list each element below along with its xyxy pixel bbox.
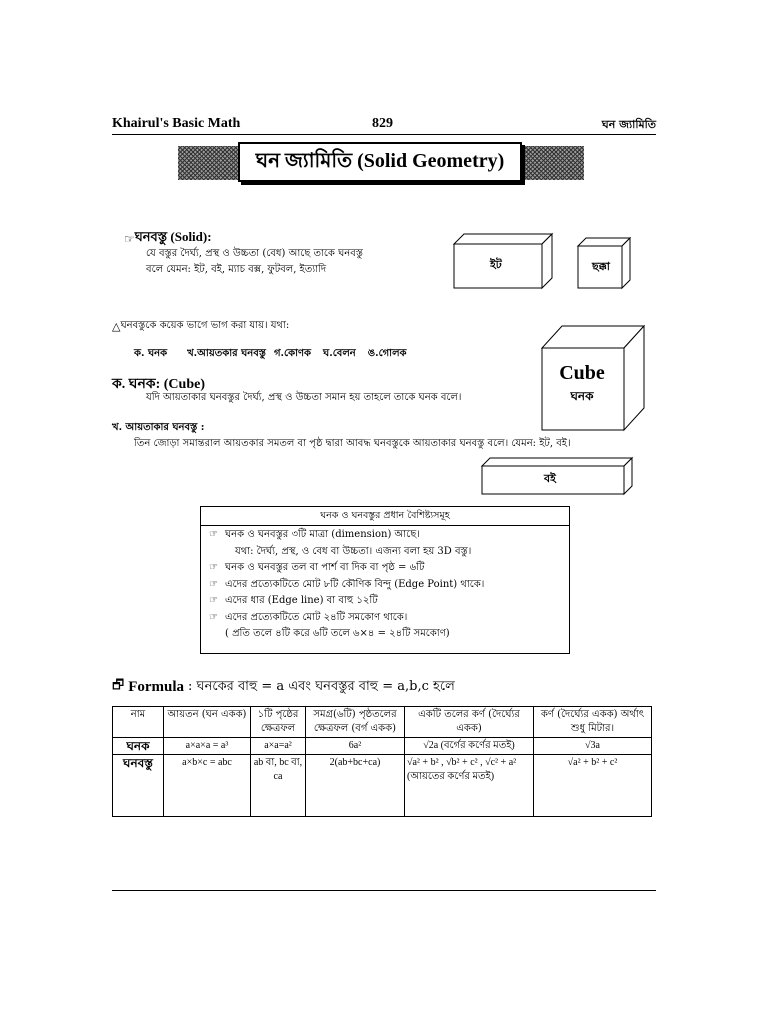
division-intro-text: ঘনবস্তুকে কয়েক ভাগে ভাগ করা যায়। যথা: [120,320,290,331]
formula-text: : ঘনকের বাহু = a এবং ঘনবস্তুর বাহু = a,b,c হলে [188,678,455,694]
feature-item: ( প্রতি তলে ৪টি করে ৬টি তলে ৬×৪ = ২৪টি সমকোণ) [225,628,450,639]
table-header-cell: কর্ণ (দৈর্ঘ্যের একক) অর্থাৎ শুধু মিটার। [534,707,652,738]
solid-definition [146,246,363,278]
brick-box-figure [450,230,556,292]
banner-pattern-left [178,146,238,180]
page-title: ঘন জ্যামিতি (Solid Geometry) [238,142,522,182]
cube-definition: যদি আয়তাকার ঘনবস্তুর দৈর্ঘ্য, প্রস্থ ও উচ্চতা সমান হয় তাহলে তাকে ঘনক বলে। [146,392,462,403]
footer-rule [112,890,656,891]
type-item: ক. ঘনক [134,348,168,359]
chapter-name: ঘন জ্যামিতি [601,118,656,131]
book-title: Khairul's Basic Math [112,116,241,131]
pointing-hand-icon: ☞ [209,611,218,623]
cuboid-heading: খ. আয়তাকার ঘনবস্তু : [112,422,205,433]
table-row [113,738,652,755]
book-label: বই [544,472,556,485]
division-intro [112,318,289,335]
feature-item: যথা: দৈর্ঘ্য, প্রস্থ, ও বেধ বা উচ্চতা। এজন্য বলা হয় 3D বস্তু। [235,545,472,557]
features-box [200,506,570,654]
cube-box-title: Cube [559,362,605,384]
window-icon: 🗗 [112,678,125,693]
table-header-cell: সমগ্র(৬টি) পৃষ্ঠতলের ক্ষেত্রফল (বর্গ একক) [306,707,405,738]
table-header-cell: আয়তন (ঘন একক) [164,707,251,738]
table-header-cell: ১টি পৃষ্ঠের ক্ষেত্রফল [251,707,306,738]
table-cell: √3a [534,738,652,755]
table-cell: ঘনক [113,738,164,755]
table-header-cell: নাম [113,707,164,738]
type-item: ঙ.গোলক [367,348,407,359]
page-number: 829 [372,116,393,131]
cuboid-definition: তিন জোড়া সমান্তরাল আয়তকার সমতল বা পৃষ্ঠ দ্বারা আবদ্ধ ঘনবস্তুকে আয়তাকার ঘনবস্তু বলে। যেমন: ইট, বই। [134,438,571,449]
solid-heading-text: ঘনবস্তু (Solid): [134,229,212,244]
cube-heading: ক. ঘনক: (Cube) [112,377,205,392]
table-cell: √a² + b² , √b² + c² , √c² + a² (আয়তের কর্ণের মতই) [405,755,534,817]
banner-pattern-right [524,146,584,180]
features-title: ঘনক ও ঘনবস্তুর প্রধান বৈশিষ্ট্যসমূহ [201,507,569,526]
pointing-hand-icon: ☞ [209,578,218,590]
table-cell: √2a (বর্গের কর্ণের মতই) [405,738,534,755]
solid-line-2: বলে যেমন: ইট, বই, ম্যাচ বক্স, ফুটবল, ইত্যাদি [146,264,327,275]
division-types [134,346,407,363]
feature-item: ☞ এদের প্রত্যেকটিতে মোট ৮টি কৌণিক বিন্দু (Edge Point) থাকে। [209,577,484,594]
title-banner [178,142,584,182]
table-cell: ঘনবস্তু [113,755,164,817]
table-cell: a×a×a = a³ [164,738,251,755]
table-cell: a×b×c = abc [164,755,251,817]
formula-label: Formula [128,678,185,695]
cube-box-sub: ঘনক [570,389,594,403]
pointing-hand-icon: ☞ [209,562,218,573]
features-list [209,527,484,643]
solid-line-1: যে বস্তুর দৈর্ঘ্য, প্রস্থ ও উচ্চতা (বেধ) আছে তাকে ঘনবস্তু [146,248,363,259]
book-box-figure [478,456,636,496]
table-cell: 2(ab+bc+ca) [306,755,405,817]
table-header-cell: একটি তলের কর্ণ (দৈর্ঘ্যের একক) [405,707,534,738]
type-item: গ.কোণক [274,348,312,359]
pointing-hand-icon: ☞ [124,231,135,246]
table-row [113,755,652,817]
formula-table [112,706,652,817]
table-cell: 6a² [306,738,405,755]
feature-item: ☞ ঘনক ও ঘনবস্তুর ৩টি মাত্রা (dimension) আছে। [209,527,484,544]
feature-item: ☞ এদের ধার (Edge line) বা বাহু ১২টি [209,593,484,610]
type-item: ঘ.বেলন [323,348,356,359]
feature-item: ☞ ঘনক ও ঘনবস্তুর তল বা পার্শ বা দিক বা পৃষ্ঠ = ৬টি [209,560,484,577]
table-cell: a×a=a² [251,738,306,755]
table-cell: √a² + b² + c² [534,755,652,817]
type-item: খ.আয়তকার ঘনবস্তু [187,348,266,359]
table-header-row [113,707,652,738]
feature-item: ☞ এদের প্রত্যেকটিতে মোট ২৪টি সমকোণ থাকে। [209,610,484,627]
brick-label: ইট [490,258,502,271]
header-rule [112,134,656,135]
table-cell: ab বা, bc বা, ca [251,755,306,817]
dice-label: ছক্কা [592,260,610,273]
pointing-hand-icon: ☞ [209,529,218,540]
triangle-icon: △ [112,320,121,333]
pointing-hand-icon: ☞ [209,595,218,606]
formula-line [112,676,455,698]
